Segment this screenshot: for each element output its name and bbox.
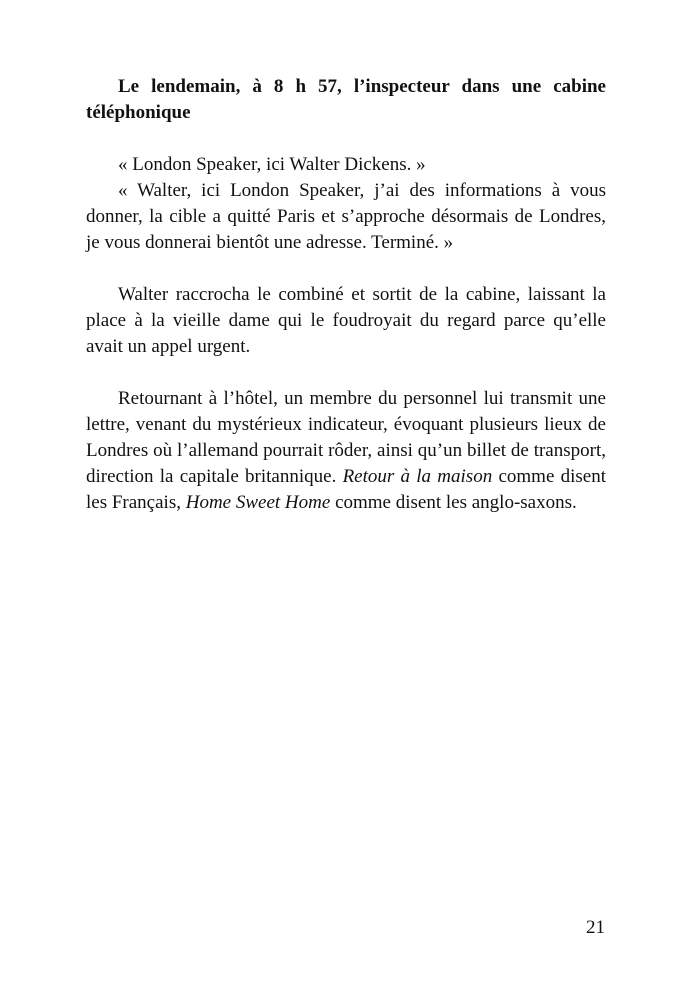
paragraph-hotel-text-2: comme disent les Français, xyxy=(86,466,607,513)
paragraph-gap xyxy=(86,360,606,386)
italic-phrase-retour: Retour à la maison xyxy=(342,466,493,487)
page-number: 21 xyxy=(586,917,605,938)
paragraph-cabin: Walter raccrocha le combiné et sortit de la cabine, laissant la place à la vieille dame qui le foudroyait du regard parce qu’elle avait un appel urgent. xyxy=(86,284,606,357)
dialogue-line-1: « London Speaker, ici Walter Dickens. » xyxy=(118,154,426,175)
page-text xyxy=(86,74,606,516)
paragraph-hotel-text-1: Retournant à l’hôtel, un membre du personnel lui transmit une lettre, venant du mystérieux indicateur, évoquant plusieurs lieux de Londres où l’allemand pourrait rôder, ainsi qu’un billet de transport, direction la capitale britannique. xyxy=(86,388,606,487)
paragraph-hotel xyxy=(86,386,606,516)
paragraph-hotel-text-3: comme disent les anglo-saxons. xyxy=(330,492,577,513)
paragraph-gap xyxy=(86,126,606,152)
scene-heading: Le lendemain, à 8 h 57, l’inspecteur dans une cabine téléphonique xyxy=(86,76,606,123)
dialogue-line-2: « Walter, ici London Speaker, j’ai des informations à vous donner, la cible a quitté Paris et s’approche désormais de Londres, je vous donnerai bientôt une adresse. Terminé. » xyxy=(86,180,606,253)
italic-phrase-home: Home Sweet Home xyxy=(185,492,331,513)
paragraph-gap xyxy=(86,256,606,282)
